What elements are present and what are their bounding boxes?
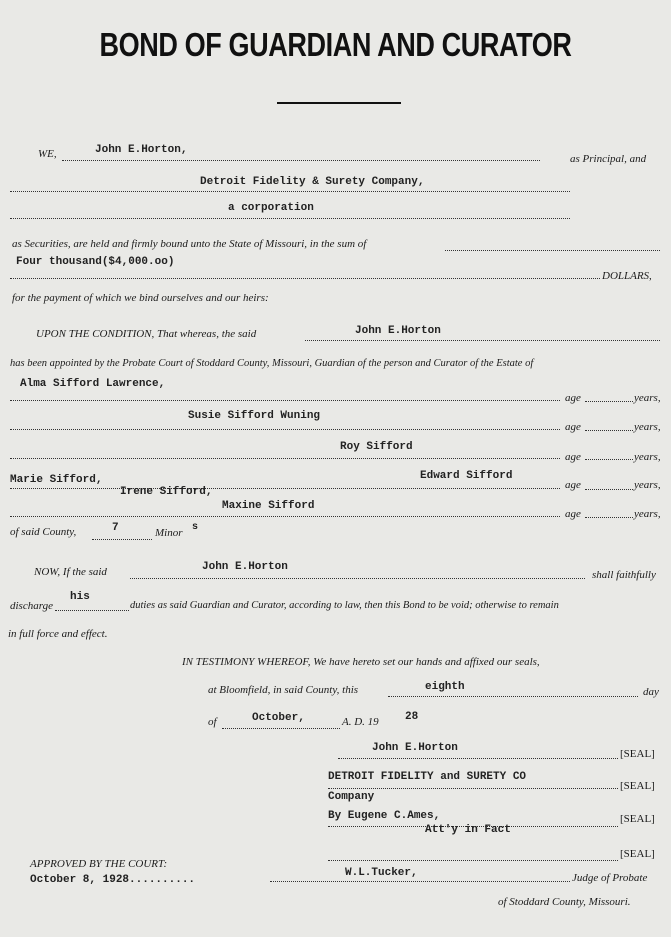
age-label-1: age — [565, 392, 581, 404]
signature-surety: DETROIT FIDELITY and SURETY CO — [328, 771, 527, 783]
age-label-4: age — [565, 479, 581, 491]
age-label-3: age — [565, 451, 581, 463]
ad-label: A. D. 19 — [342, 716, 379, 728]
year-value: 28 — [405, 711, 419, 723]
age-label-2: age — [565, 421, 581, 433]
age-line-1 — [585, 401, 633, 402]
minors-suffix: s — [192, 522, 199, 533]
now-name: John E.Horton — [202, 561, 288, 573]
ward-line-3 — [10, 458, 560, 459]
county-label: of said County, — [10, 526, 77, 538]
seal-1: [SEAL] — [620, 748, 655, 760]
signature-principal: John E.Horton — [372, 742, 458, 754]
of-label: of — [208, 716, 217, 728]
ward-4a: Marie Sifford, — [10, 474, 103, 486]
bloomfield-text: at Bloomfield, in said County, this — [208, 684, 359, 696]
we-label: WE, — [38, 148, 57, 160]
seal-3: [SEAL] — [620, 813, 655, 825]
judge-line — [270, 881, 570, 882]
judge-name: W.L.Tucker, — [345, 867, 418, 879]
signature-surety-company: Company — [328, 791, 375, 803]
surety-type-line — [10, 218, 570, 219]
age-label-5: age — [565, 508, 581, 520]
sum-written: Four thousand($4,000.oo) — [16, 256, 175, 268]
signature-attorney-title: Att'y in Fact — [425, 824, 511, 836]
day-value: eighth — [425, 681, 465, 693]
pronoun-line — [55, 610, 129, 611]
ward-line-1 — [10, 400, 560, 401]
years-label-1: years, — [634, 392, 661, 404]
now-line — [130, 578, 585, 579]
day-label: day — [643, 686, 659, 698]
payment-text: for the payment of which we bind ourselves and our heirs: — [12, 292, 269, 304]
discharge-label: discharge — [10, 600, 53, 612]
month-line — [222, 728, 340, 729]
ward-line-5 — [10, 516, 560, 517]
ward-1: Alma Sifford Lawrence, — [20, 378, 166, 390]
ward-5a: Irene Sifford, — [120, 486, 213, 498]
condition-line — [305, 340, 660, 341]
ward-5b: Maxine Sifford — [222, 500, 315, 512]
age-line-4 — [585, 489, 633, 490]
judge-county: of Stoddard County, Missouri. — [498, 896, 631, 908]
age-line-5 — [585, 517, 633, 518]
ward-2: Susie Sifford Wuning — [188, 410, 321, 422]
principal-name: John E.Horton, — [95, 144, 188, 156]
month-value: October, — [252, 712, 305, 724]
surety-type: a corporation — [228, 202, 314, 214]
ward-line-2 — [10, 429, 560, 430]
minors-count: 7 — [112, 522, 119, 534]
surety-name: Detroit Fidelity & Surety Company, — [200, 176, 425, 188]
sig-line-1 — [338, 758, 618, 759]
condition-text: UPON THE CONDITION, That whereas, the said — [36, 328, 257, 340]
minors-label: Minor — [155, 527, 183, 539]
seal-4: [SEAL] — [620, 848, 655, 860]
surety-line — [10, 191, 570, 192]
age-line-3 — [585, 459, 633, 460]
age-line-2 — [585, 430, 633, 431]
now-text: NOW, If the said — [34, 566, 107, 578]
faithfully-label: shall faithfully — [592, 569, 656, 581]
approved-date: October 8, 1928.......... — [30, 874, 196, 886]
full-force-text: in full force and effect. — [8, 628, 108, 640]
approved-label: APPROVED BY THE COURT: — [30, 858, 168, 870]
seal-2: [SEAL] — [620, 780, 655, 792]
ward-3: Roy Sifford — [340, 441, 413, 453]
condition-name: John E.Horton — [355, 325, 441, 337]
years-label-5: years, — [634, 508, 661, 520]
document-title: BOND OF GUARDIAN AND CURATOR — [99, 26, 572, 63]
title-underline — [277, 102, 401, 104]
day-line — [388, 696, 638, 697]
judge-label: Judge of Probate — [572, 872, 648, 884]
ward-line-4 — [10, 488, 560, 489]
years-label-3: years, — [634, 451, 661, 463]
testimony-text: IN TESTIMONY WHEREOF, We have hereto set our hands and affixed our seals, — [182, 656, 540, 668]
principal-line — [62, 160, 540, 161]
sum-line — [445, 250, 660, 251]
dollars-label: DOLLARS, — [602, 270, 652, 282]
as-principal-label: as Principal, and — [570, 153, 647, 165]
sig-line-4 — [328, 860, 618, 861]
sig-line-2 — [328, 788, 618, 789]
duties-text: duties as said Guardian and Curator, according to law, then this Bond to be void; otherwise to remain — [130, 600, 559, 611]
minors-count-line — [92, 539, 152, 540]
years-label-2: years, — [634, 421, 661, 433]
securities-text: as Securities, are held and firmly bound unto the State of Missouri, in the sum of — [12, 238, 367, 250]
appointed-text: has been appointed by the Probate Court of Stoddard County, Missouri, Guardian of the person and Curator of the Estate of — [10, 358, 534, 369]
discharge-pronoun: his — [70, 591, 90, 603]
signature-attorney: By Eugene C.Ames, — [328, 810, 441, 822]
ward-4b: Edward Sifford — [420, 470, 513, 482]
sum-written-line — [10, 278, 600, 279]
years-label-4: years, — [634, 479, 661, 491]
